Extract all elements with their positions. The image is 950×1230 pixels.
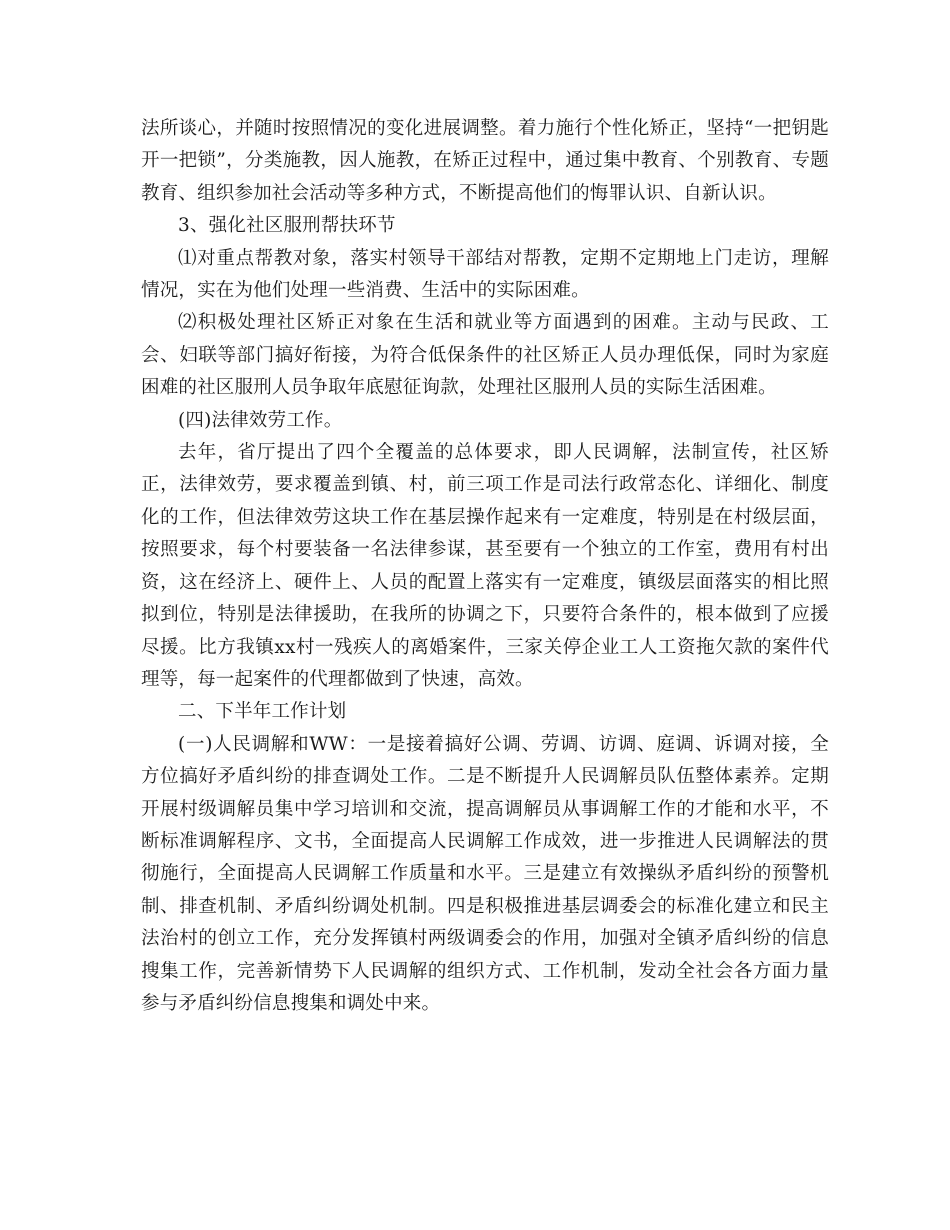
paragraph-mediation-plan: (一)人民调解和WW：一是接着搞好公调、劳调、访调、庭调、诉调对接，全方位搞好矛盾纠纷的排查调处工作。二是不断提升人民调解员队伍整体素养。定期开展村级调解员集中学习培训和交流，提高调解员从事调解工作的才能和水平，不断标准调解程序、文书，全面提高人民调解工作成效，进一步推进人民调解法的贯彻施行，全面提高人民调解工作质量和水平。三是建立有效操纵矛盾纠纷的预警机制、排查机制、矛盾纠纷调处机制。四是积极推进基层调委会的标准化建立和民主法治村的创立工作，充分发挥镇村两级调委会的作用，加强对全镇矛盾纠纷的信息搜集工作，完善新情势下人民调解的组织方式、工作机制，发动全社会各方面力量参与矛盾纠纷信息搜集和调处中来。 (141, 733, 829, 1014)
paragraph-continued: 法所谈心，并随时按照情况的变化进展调整。着力施行个性化矫正，坚持“一把钥匙开一把锁”，分类施教，因人施教，在矫正过程中，通过集中教育、个别教育、专题教育、组织参加社会活动等多种方式，不断提高他们的悔罪认识、自新认识。 (141, 118, 829, 204)
section-heading-4: (四)法律效劳工作。 (178, 409, 343, 431)
paragraph-item-2: ⑵积极处理社区矫正对象在生活和就业等方面遇到的困难。主动与民政、工会、妇联等部门搞好衔接，为符合低保条件的社区矫正人员办理低保，同时为家庭困难的社区服刑人员争取年底慰征询款，处理社区服刑人员的实际生活困难。 (141, 312, 829, 399)
document-body (141, 113, 829, 1020)
paragraph-item-1: ⑴对重点帮教对象，落实村领导干部结对帮教，定期不定期地上门走访，理解情况，实在为他们处理一些消费、生活中的实际困难。 (141, 247, 829, 302)
paragraph-legal-service: 去年，省厅提出了四个全覆盖的总体要求，即人民调解，法制宣传，社区矫正，法律效劳，要求覆盖到镇、村，前三项工作是司法行政常态化、详细化、制度化的工作，但法律效劳这块工作在基层操作起来有一定难度，特别是在村级层面，按照要求，每个村要装备一名法律参谋，甚至要有一个独立的工作室，费用有村出资，这在经济上、硬件上、人员的配置上落实有一定难度，镇级层面落实的相比照拟到位，特别是法律援助，在我所的协调之下，只要符合条件的，根本做到了应援尽援。比方我镇xx村一残疾人的离婚案件，三家关停企业工人工资拖欠款的案件代理等，每一起案件的代理都做到了快速，高效。 (141, 442, 829, 690)
section-heading-3: 3、强化社区服刑帮扶环节 (178, 215, 396, 237)
section-heading-plan: 二、下半年工作计划 (178, 701, 347, 723)
